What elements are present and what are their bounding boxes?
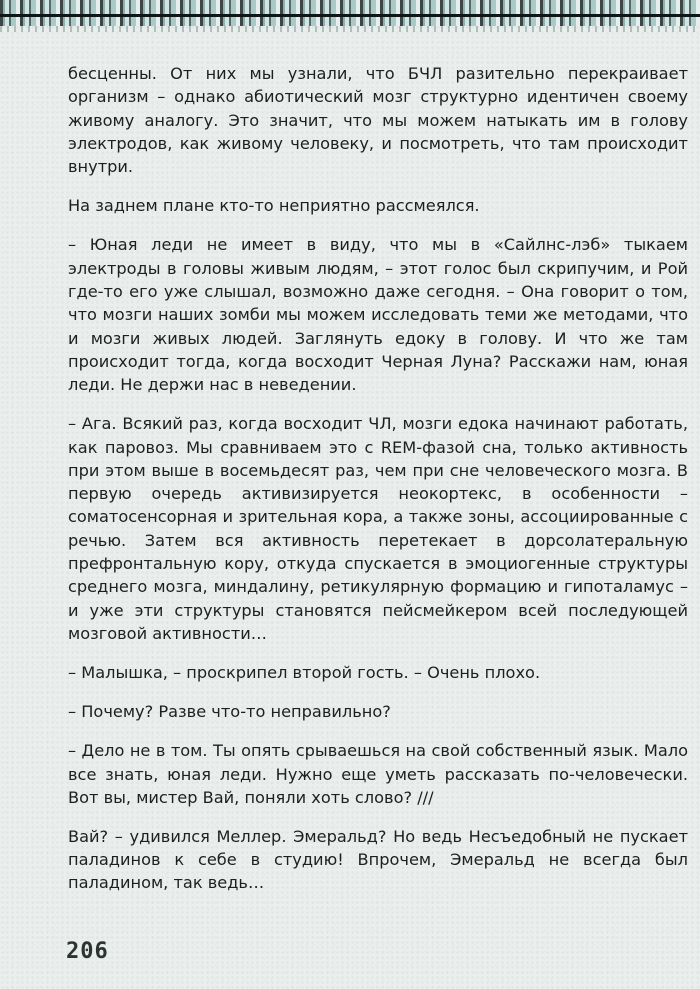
top-decorative-band: [0, 0, 700, 26]
body-text: [68, 62, 688, 911]
paragraph-7: – Дело не в том. Ты опять срываешься на свой собственный язык. Мало все знать, юная леди. Нужно еще уметь рассказать по-человечески. Вот вы, мистер Вай, поняли хоть слово? ///: [68, 741, 688, 807]
paragraph-5: – Малышка, – проскрипел второй гость. – Очень плохо.: [68, 663, 541, 683]
paragraph-8: Вай? – удивился Меллер. Эмеральд? Но ведь Несъедобный не пускает паладинов к себе в студию! Впрочем, Эмеральд не всегда был паладином, так ведь…: [68, 826, 688, 893]
paragraph-6: – Почему? Разве что-то неправильно?: [68, 702, 391, 722]
paragraph-4: – Ага. Всякий раз, когда восходит ЧЛ, мозги едока начинают работать, как паровоз. Мы сравниваем это с REM-фазой сна, только активность при этом выше в восемьдесят раз, чем при сне человеческого мозга. В первую очередь активизируется неокортекс, в особенности – соматосенсорная и зрительная кора, а также зоны, ассоциированные с речью. Затем вся активность перетекает в дорсолатеральную префронтальную кору, откуда спускается в эмоциогенные структуры среднего мозга, миндалину, ретикулярную формацию и гипоталамус – и уже эти структуры становятся пейсмейкером всей последующей мозговой активности…: [68, 414, 688, 643]
paragraph-3: – Юная леди не имеет в виду, что мы в «Сайлнс-лэб» тыкаем электроды в головы живым людям, – этот голос был скрипучим, и Рой где-то его уже слышал, возможно даже сегодня. – Она говорит о том, что мозги наших зомби мы можем исследовать теми же методами, что и мозги живых людей. Заглянуть едоку в голову. И что же там происходит тогда, когда восходит Черная Луна? Расскажи нам, юная леди. Не держи нас в неведении.: [68, 235, 688, 395]
paragraph-2: На заднем плане кто-то неприятно рассмеялся.: [68, 196, 480, 216]
page-number: 206: [66, 939, 109, 964]
top-rule: [0, 14, 700, 17]
paragraph-1: бесценны. От них мы узнали, что БЧЛ разительно перекраивает организм – однако абиотический мозг структурно идентичен своему живому аналогу. Это значит, что мы можем натыкать им в голову электродов, как живому человеку, и посмотреть, что там происходит внутри.: [68, 64, 688, 177]
